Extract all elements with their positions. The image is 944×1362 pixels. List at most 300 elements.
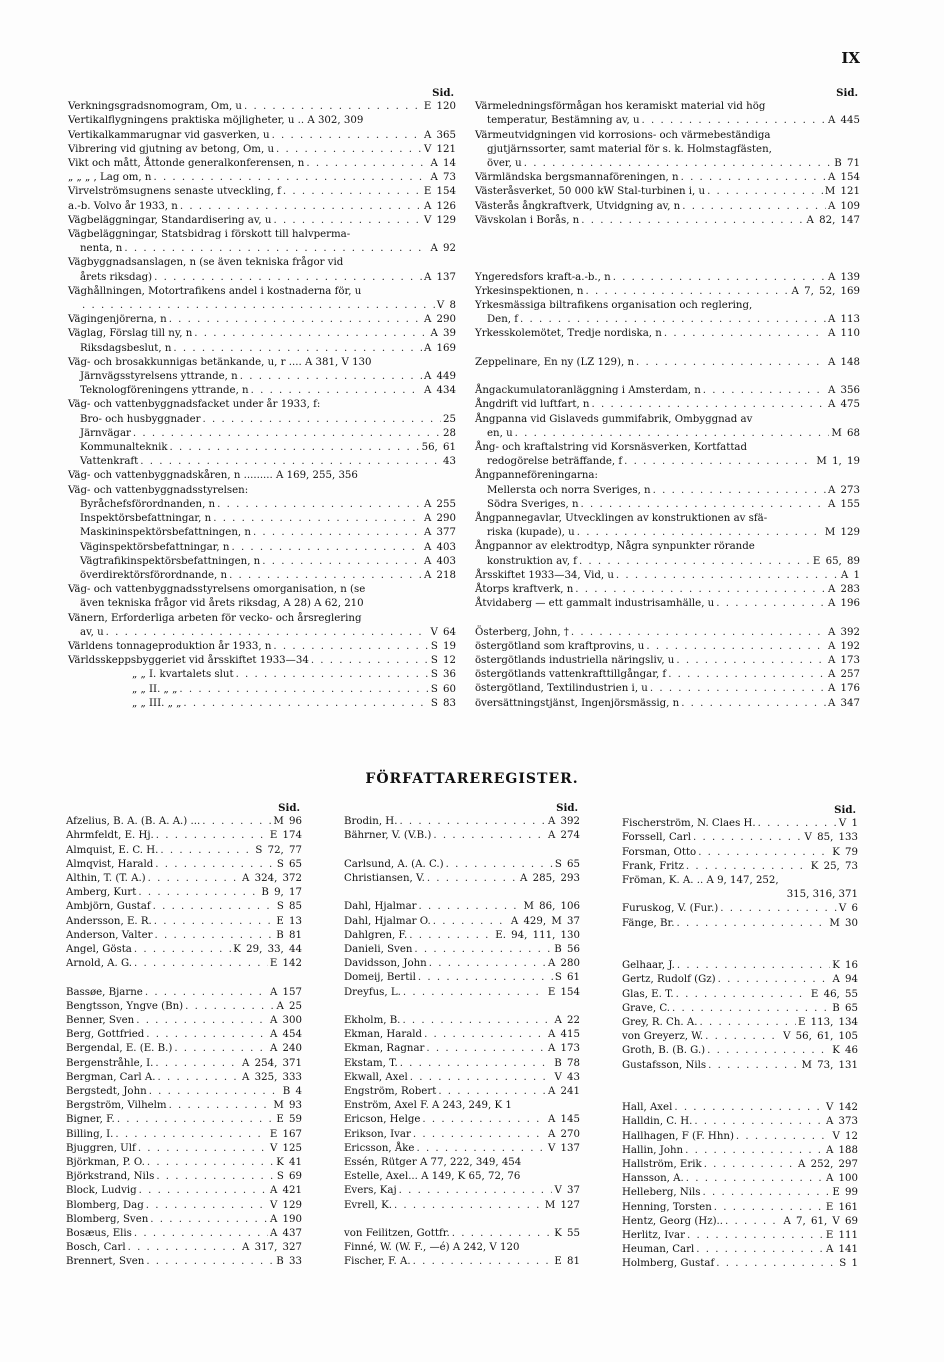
page-reference: A 39 [430, 328, 456, 340]
dot-leader [203, 413, 441, 427]
subject-entry [475, 668, 860, 682]
subject-entry [475, 114, 860, 128]
dot-leader [272, 129, 422, 143]
dot-leader [418, 971, 553, 985]
entry-text: Väg- och vattenbyggnadsfacket under år 1933, f: [68, 399, 321, 411]
page-reference: B 56 [554, 944, 580, 955]
dot-leader [276, 143, 422, 157]
spacer [344, 1213, 580, 1227]
page-reference: E 154 [547, 986, 580, 998]
page-reference: V 85, 133 [804, 832, 858, 844]
author-entry [66, 829, 302, 843]
spacer [622, 1087, 858, 1101]
entry-text: Ångpannegavlar, Utvecklingen av konstruktionen av sfä- [475, 513, 768, 525]
dot-leader [154, 915, 275, 929]
subject-entry [475, 597, 860, 611]
entry-text: Västeråsverket, 50 000 kW Stal-turbinen i, u [475, 186, 706, 198]
author-entry [66, 986, 302, 1000]
subject-entry [68, 398, 456, 412]
entry-text: Enström, Axel F. A 243, 249, K 1 [344, 1100, 512, 1112]
author-entry [344, 1156, 580, 1170]
page-reference: A 22 [554, 1015, 580, 1026]
subject-entry [475, 640, 860, 654]
dot-leader [716, 597, 826, 611]
author-index-column-2 [344, 801, 580, 1270]
subject-entry [68, 427, 456, 441]
dot-leader [149, 1085, 281, 1099]
author-entry [344, 1170, 580, 1184]
dot-leader [575, 583, 826, 597]
author-entry [66, 1071, 302, 1085]
dot-leader [685, 1144, 824, 1158]
page-reference: A 290 [423, 513, 456, 525]
page-reference: 56, 61 [421, 442, 456, 454]
entry-text: Gertz, Rudolf (Gz) [622, 974, 716, 986]
dot-leader [236, 668, 429, 682]
spacer [622, 931, 858, 945]
dot-leader [592, 398, 826, 412]
subject-entry [68, 313, 456, 327]
entry-text: Fröman, K. A. .. A 9, 147, 252, [622, 875, 779, 887]
entry-text: Väg- och brosakkunnigas betänkande, u, r .... A 381, V 130 [68, 356, 372, 368]
entry-text: Evers, Kaj [344, 1185, 397, 1197]
entry-text: Hallström, Erik [622, 1159, 702, 1171]
author-entry [66, 900, 302, 914]
page-reference: V 12 [832, 1130, 858, 1142]
dot-leader [438, 1085, 546, 1099]
entry-text: Evrell, K. [344, 1199, 392, 1211]
subject-entry [68, 455, 456, 469]
subject-entry [475, 526, 860, 540]
subject-index-left-column [68, 86, 456, 711]
dot-leader [682, 200, 826, 214]
entry-text: Dahlgren, F. [344, 929, 408, 941]
entry-text: även tekniska frågor vid årets riksdag, A 28) A 62, 210 [80, 598, 364, 610]
dot-leader [520, 313, 826, 327]
spacer [66, 971, 302, 985]
subject-entry [475, 583, 860, 597]
entry-text: Världsskeppsbyggeriet vid årsskiftet 1933—34 [68, 655, 309, 667]
entry-text: 315, 316, 371 [786, 889, 858, 901]
entry-text: Väg- och vattenbyggnadskåren, n ......... A 169, 255, 356 [68, 470, 358, 482]
subject-entry [68, 569, 456, 583]
subject-entry [475, 200, 860, 214]
page-reference: A 14 [430, 158, 456, 170]
page-reference: V 43 [554, 1071, 580, 1083]
subject-entry [475, 540, 860, 554]
page-reference: 28 [443, 427, 456, 439]
dot-leader [676, 988, 809, 1002]
author-entry [622, 817, 858, 831]
author-entry [622, 1130, 858, 1144]
entry-text: Österberg, John, † [475, 626, 569, 638]
dot-leader [653, 484, 826, 498]
author-entry [344, 1199, 580, 1213]
page-reference: S 65 [554, 858, 580, 870]
entry-text: Arnold, A. G. [66, 958, 133, 970]
section-title: FÖRFATTAREREGISTER. [365, 771, 579, 787]
page-reference: A 317, 327 [242, 1242, 302, 1254]
page-reference: 43 [443, 456, 456, 468]
entry-text: Årsskiftet 1933—34, Vid, u [475, 569, 614, 581]
entry-text: Riksdagsbeslut, n [80, 342, 172, 354]
author-entry [66, 1014, 302, 1028]
entry-text: von Greyerz, W. [622, 1031, 704, 1043]
subject-entry [68, 526, 456, 540]
spacer [622, 945, 858, 959]
subject-entry [68, 697, 456, 711]
subject-entry [475, 455, 860, 469]
dot-leader [571, 626, 826, 640]
page-reference: A 139 [827, 271, 860, 283]
entry-text: Domeij, Bertil [344, 972, 416, 984]
page-reference: V 37 [554, 1185, 580, 1197]
dot-leader [616, 569, 839, 583]
page-reference: 25 [443, 413, 456, 425]
entry-text: Hallin, John [622, 1144, 684, 1156]
subject-entry [68, 512, 456, 526]
entry-text: Vägtrafikinspektörsbefattningen, n [80, 555, 261, 567]
spacer [622, 1073, 858, 1087]
author-entry [344, 858, 580, 872]
subject-entry [68, 370, 456, 384]
author-entry [66, 1042, 302, 1056]
page-reference: B 33 [276, 1256, 302, 1268]
page-reference: V 6 [838, 903, 858, 915]
entry-text: Järnvägsstyrelsens yttrande, n [80, 371, 238, 383]
entry-text: Glas, E. T. [622, 988, 674, 1000]
page-reference: A 241 [547, 1086, 580, 1098]
page-reference: E 81 [554, 1256, 580, 1268]
entry-text: „ „ „ , Lag om, n [68, 172, 152, 184]
dot-leader [253, 526, 422, 540]
page-reference: E 46, 55 [810, 988, 858, 1000]
page-reference: E 167 [269, 1128, 302, 1140]
page-reference: S 69 [276, 1171, 302, 1183]
dot-leader [115, 1128, 268, 1142]
page-reference: E 65, 89 [812, 555, 860, 567]
dot-leader [262, 555, 422, 569]
author-entry [344, 1227, 580, 1241]
page-reference: V 137 [547, 1142, 580, 1154]
entry-text: Bergström, Vilhelm [66, 1100, 167, 1112]
sid-header: Sid. [556, 802, 578, 814]
sid-header: Sid. [432, 87, 454, 99]
page-reference: A 475 [827, 399, 860, 411]
entry-text: Bosch, Carl [66, 1242, 126, 1254]
subject-entry [475, 100, 860, 114]
entry-text: Forssell, Carl [622, 832, 691, 844]
subject-entry [68, 271, 456, 285]
page-reference: K 46 [832, 1045, 858, 1057]
dot-leader [400, 1057, 553, 1071]
subject-entry [475, 441, 860, 455]
dot-leader [677, 917, 828, 931]
subject-entry [68, 242, 456, 256]
author-entry [344, 815, 580, 829]
entry-text: Carlsund, A. (A. C.) [344, 858, 444, 870]
subject-entry [68, 555, 456, 569]
dot-leader [117, 1113, 275, 1127]
author-entry [344, 1099, 580, 1113]
subject-entry [68, 228, 456, 242]
author-entry [344, 1241, 580, 1255]
author-entry [344, 1128, 580, 1142]
entry-text: Vertikalkammarugnar vid gasverken, u [68, 129, 270, 141]
page-reference: A 94 [832, 974, 858, 986]
entry-text: Ericsson, Åke [344, 1142, 415, 1154]
author-entry [622, 1186, 858, 1200]
subject-entry [68, 612, 456, 626]
page-reference: A 283 [827, 584, 860, 596]
page-reference: E 174 [269, 830, 302, 842]
dot-leader [708, 1059, 799, 1073]
entry-text: Bigner, F. [66, 1114, 115, 1126]
author-entry [344, 1014, 580, 1028]
author-entry [622, 1257, 858, 1271]
dot-leader [419, 900, 522, 914]
page-reference: A 285, 293 [520, 873, 580, 884]
subject-entry [475, 214, 860, 228]
dot-leader [413, 1128, 546, 1142]
author-entry [344, 1057, 580, 1071]
dot-leader [154, 271, 422, 285]
entry-text: Ång- och kraftalstring vid Korsnäsverken, Kortfattad [475, 442, 748, 453]
entry-text: Christiansen, V. [344, 873, 425, 884]
dot-leader [716, 1257, 837, 1271]
author-entry [622, 988, 858, 1002]
page-reference: E 111 [825, 1230, 858, 1242]
dot-leader [687, 1229, 824, 1243]
page-reference: E 120 [423, 101, 456, 113]
subject-entry [68, 597, 456, 611]
entry-text: Essén, Rütger A 77, 222, 349, 454 [344, 1157, 522, 1169]
entry-text: Bengtsson, Yngve (Bn) [66, 1000, 184, 1012]
dot-leader [180, 200, 422, 214]
entry-text: Åtvidaberg — ett gammalt industrisamhälle, u [475, 598, 715, 610]
author-entry [622, 1172, 858, 1186]
entry-text: Frank, Fritz [622, 860, 684, 872]
page-reference: A 325, 333 [242, 1071, 302, 1083]
dot-leader [681, 697, 826, 711]
entry-text: östergötlands vattenkrafttillgångar, f [475, 669, 667, 681]
subject-entry [68, 469, 456, 483]
page-reference: A 82, 147 [806, 214, 860, 226]
author-entry [622, 1158, 858, 1172]
author-index-column-1 [66, 801, 302, 1270]
subject-entry [68, 285, 456, 299]
page-reference: K 16 [832, 960, 858, 972]
dot-leader [581, 498, 826, 512]
dot-leader [155, 858, 275, 872]
entry-text: Björkstrand, Nils [66, 1171, 155, 1183]
page-reference: A 254, 371 [242, 1057, 302, 1069]
entry-text: Heuman, Carl [622, 1244, 695, 1256]
page-reference: E 142 [269, 958, 302, 970]
author-entry [622, 917, 858, 931]
author-entry [622, 1115, 858, 1129]
entry-text: Vattenkraft [80, 456, 139, 468]
entry-text: Brennert, Sven [66, 1256, 145, 1268]
page-reference: A 1 [840, 569, 860, 581]
dot-leader [524, 157, 833, 171]
page-reference: A 7, 61, V 69 [783, 1215, 858, 1227]
page-reference: A 257 [827, 669, 860, 681]
page-reference: A 173 [827, 655, 860, 667]
entry-text: Fischer, F. A. [344, 1256, 411, 1268]
dot-leader [581, 214, 804, 228]
entry-text: Engström, Robert [344, 1086, 437, 1098]
author-entry [622, 959, 858, 973]
page-reference: E. 94, 111, 130 [495, 929, 580, 941]
dot-leader [134, 957, 268, 971]
dot-leader [153, 171, 428, 185]
page-reference: M 30 [829, 917, 858, 929]
dot-leader [394, 1199, 543, 1213]
subject-entry [68, 200, 456, 214]
entry-text: Väg- och vattenbyggnadsstyrelsens omorganisation, n (se [68, 584, 366, 596]
subject-entry [475, 654, 860, 668]
entry-text: Billing, I. [66, 1128, 114, 1140]
subject-entry [68, 299, 456, 313]
dot-leader [231, 541, 421, 555]
entry-text: Bergendal, E. (E. B.) [66, 1043, 173, 1055]
page-reference: A 176 [827, 683, 860, 695]
page-reference: A 192 [827, 640, 860, 652]
dot-leader [409, 929, 493, 943]
subject-entry [475, 157, 860, 171]
author-entry [622, 831, 858, 845]
dot-leader [424, 1028, 546, 1042]
dot-leader [410, 1071, 553, 1085]
entry-text: Mellersta och norra Sveriges, n [487, 484, 651, 496]
entry-text: Finné, W. (W. F., —é) A 242, V 120 [344, 1242, 520, 1254]
page-reference: S 85 [276, 901, 302, 913]
entry-text: Vikt och mått, Åttonde generalkonferensen, n [68, 158, 305, 170]
dot-leader [426, 1042, 546, 1056]
dot-leader [694, 1115, 824, 1129]
entry-text: Grave, C. [622, 1002, 671, 1014]
author-entry [66, 872, 302, 886]
dot-leader [202, 815, 271, 829]
entry-text: a.-b. Volvo år 1933, n [68, 200, 178, 212]
subject-entry [475, 697, 860, 711]
entry-text: Yrkesmässiga biltrafikens organisation och reglering, [475, 300, 753, 311]
dot-leader [138, 1142, 268, 1156]
subject-entry [68, 654, 456, 668]
page-reference: A 141 [825, 1244, 858, 1256]
page-reference: A 7, 52, 169 [791, 285, 860, 297]
page-reference: K 41 [276, 1157, 302, 1169]
page-reference: V 142 [825, 1102, 858, 1114]
author-entry [344, 971, 580, 985]
page-reference: S 19 [430, 640, 456, 652]
dot-leader [705, 1030, 781, 1044]
page-reference: E 13 [276, 915, 302, 927]
entry-text: Vibrering vid gjutning av betong, Om, u [68, 143, 275, 155]
entry-text: Vägingenjörerna, n [68, 314, 167, 326]
dot-leader [452, 1227, 552, 1241]
page-reference: A 356 [827, 385, 860, 397]
page-reference: A 157 [269, 986, 302, 998]
entry-text: Brodin, H. [344, 816, 398, 828]
author-entry [622, 1229, 858, 1243]
dot-leader [154, 929, 274, 943]
page-reference: V 56, 61, 105 [783, 1031, 858, 1043]
dot-leader [650, 682, 826, 696]
page-reference: A 196 [827, 598, 860, 610]
author-entry [622, 1059, 858, 1073]
entry-text: Ångpanna vid Gislaveds gummifabrik, Ombyggnad av [475, 413, 753, 425]
subject-entry [68, 157, 456, 171]
page-reference: B 78 [554, 1057, 580, 1069]
entry-text: Ericson, Helge [344, 1114, 421, 1126]
dot-leader [624, 455, 814, 469]
entry-text: Bosæus, Elis [66, 1228, 132, 1240]
entry-text: von Feilitzen, Gottfr. [344, 1228, 450, 1240]
entry-text: gjutjärnssorter, samt material för s. k. Holmstagfästen, [487, 143, 772, 155]
page-reference: V 125 [269, 1142, 302, 1154]
author-entry [66, 1142, 302, 1156]
page-reference: E 161 [825, 1201, 858, 1213]
entry-text: Angel, Gösta [66, 944, 132, 956]
author-entry [622, 888, 858, 902]
spacer [475, 256, 860, 270]
page-reference: A 403 [423, 555, 456, 567]
entry-text: Grey, R. Ch. A. [622, 1017, 698, 1029]
entry-text: årets riksdag) [80, 271, 153, 283]
subject-entry [475, 327, 860, 341]
author-entry [66, 1156, 302, 1170]
dot-leader [160, 844, 253, 858]
entry-text: Almquist, E. C. H. [66, 844, 159, 856]
page-reference: A 148 [827, 356, 860, 368]
subject-entry [68, 541, 456, 555]
dot-leader [156, 829, 268, 843]
page-reference: K 55 [554, 1228, 580, 1240]
page-reference: A 92 [430, 243, 456, 255]
page-reference: E 59 [276, 1114, 302, 1126]
dot-leader [136, 1014, 268, 1028]
entry-text: Hall, Axel [622, 1102, 673, 1114]
spacer [344, 844, 580, 858]
author-entry [66, 1113, 302, 1127]
dot-leader [416, 1142, 545, 1156]
page-reference: E 154 [423, 186, 456, 198]
page-reference: K 29, 33, 44 [233, 944, 302, 956]
author-entry [66, 858, 302, 872]
page-reference: A 270 [547, 1128, 580, 1140]
page-reference: B 65 [832, 1002, 858, 1014]
dot-leader [150, 1213, 268, 1227]
dot-leader [402, 1014, 552, 1028]
dot-leader [194, 327, 428, 341]
dot-leader [185, 1000, 274, 1014]
sid-header: Sid. [836, 87, 858, 99]
author-entry [344, 1085, 580, 1099]
author-entry [622, 973, 858, 987]
dot-leader [213, 512, 422, 526]
spacer [475, 342, 860, 356]
dot-leader [183, 697, 428, 711]
dot-leader [672, 1002, 830, 1016]
spacer [475, 611, 860, 625]
page-reference: A 100 [825, 1173, 858, 1185]
entry-text: Bergman, Carl A. [66, 1071, 156, 1083]
page-number: IX [841, 49, 860, 67]
author-entry [66, 915, 302, 929]
entry-text: Hentz, Georg (Hz).. [622, 1215, 724, 1227]
